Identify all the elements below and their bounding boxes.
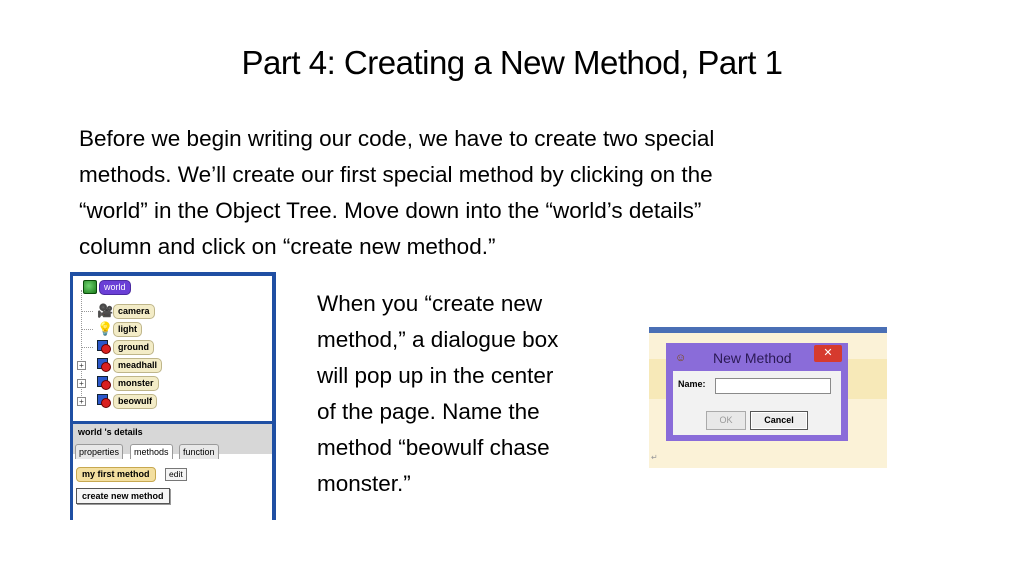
object-icon <box>97 340 111 354</box>
tree-item-label: light <box>113 322 142 337</box>
tab-properties[interactable]: properties <box>75 444 123 459</box>
tree-item-label: beowulf <box>113 394 157 409</box>
tree-item-label: monster <box>113 376 159 391</box>
expand-icon[interactable]: + <box>77 379 86 388</box>
world-details-panel <box>73 424 272 520</box>
object-tree <box>73 276 272 421</box>
new-method-dialog <box>666 343 848 441</box>
method-name-input[interactable] <box>715 378 831 394</box>
side-line: monster.” <box>317 471 411 496</box>
tree-item-light[interactable] <box>97 321 142 337</box>
object-icon <box>97 394 111 408</box>
side-line: method “beowulf chase <box>317 435 550 460</box>
tree-item-ground[interactable] <box>97 339 154 355</box>
dialog-title: New Method <box>713 350 792 366</box>
light-icon: 💡 <box>97 321 114 336</box>
cancel-button[interactable]: Cancel <box>750 411 808 430</box>
alice-logo-icon: ☺ <box>675 352 687 364</box>
object-tree-screenshot <box>70 272 276 520</box>
tree-item-camera[interactable] <box>97 303 155 319</box>
camera-icon: 🎥 <box>97 303 114 318</box>
tree-item-label: world <box>99 280 131 295</box>
tree-item-meadhall[interactable] <box>97 357 162 373</box>
intro-line: “world” in the Object Tree. Move down into the “world’s details” <box>79 198 702 223</box>
method-item[interactable]: my first method <box>76 467 156 482</box>
close-button[interactable]: ✕ <box>814 345 842 362</box>
dialog-body <box>673 371 841 435</box>
dialog-explanation <box>317 286 637 502</box>
slide-title: Part 4: Creating a New Method, Part 1 <box>241 44 783 81</box>
tree-item-label: ground <box>113 340 154 355</box>
create-new-method-button[interactable]: create new method <box>76 488 170 504</box>
tree-item-label: camera <box>113 304 155 319</box>
world-icon <box>83 280 97 294</box>
tree-item-monster[interactable] <box>97 375 159 391</box>
new-method-dialog-screenshot <box>649 327 887 468</box>
tree-item-beowulf[interactable] <box>97 393 157 409</box>
object-icon <box>97 376 111 390</box>
intro-line: column and click on “create new method.” <box>79 234 496 259</box>
edit-button[interactable]: edit <box>165 468 187 481</box>
tab-function[interactable]: function <box>179 444 219 459</box>
expand-icon[interactable]: + <box>77 397 86 406</box>
window-top-bar <box>649 327 887 333</box>
side-line: method,” a dialogue box <box>317 327 559 352</box>
tab-methods[interactable]: methods <box>130 444 173 459</box>
intro-paragraph <box>79 121 899 265</box>
return-arrow-icon: ↵ <box>651 453 658 462</box>
expand-icon[interactable]: + <box>77 361 86 370</box>
side-line: of the page. Name the <box>317 399 540 424</box>
side-line: When you “create new <box>317 291 543 316</box>
side-line: will pop up in the center <box>317 363 554 388</box>
tree-item-world[interactable] <box>83 279 131 295</box>
ok-button[interactable]: OK <box>706 411 746 430</box>
object-icon <box>97 358 111 372</box>
tree-item-label: meadhall <box>113 358 162 373</box>
intro-line: Before we begin writing our code, we have to create two special <box>79 126 715 151</box>
name-label: Name: <box>678 379 706 389</box>
intro-line: methods. We’ll create our first special method by clicking on the <box>79 162 713 187</box>
details-title: world 's details <box>78 427 143 437</box>
